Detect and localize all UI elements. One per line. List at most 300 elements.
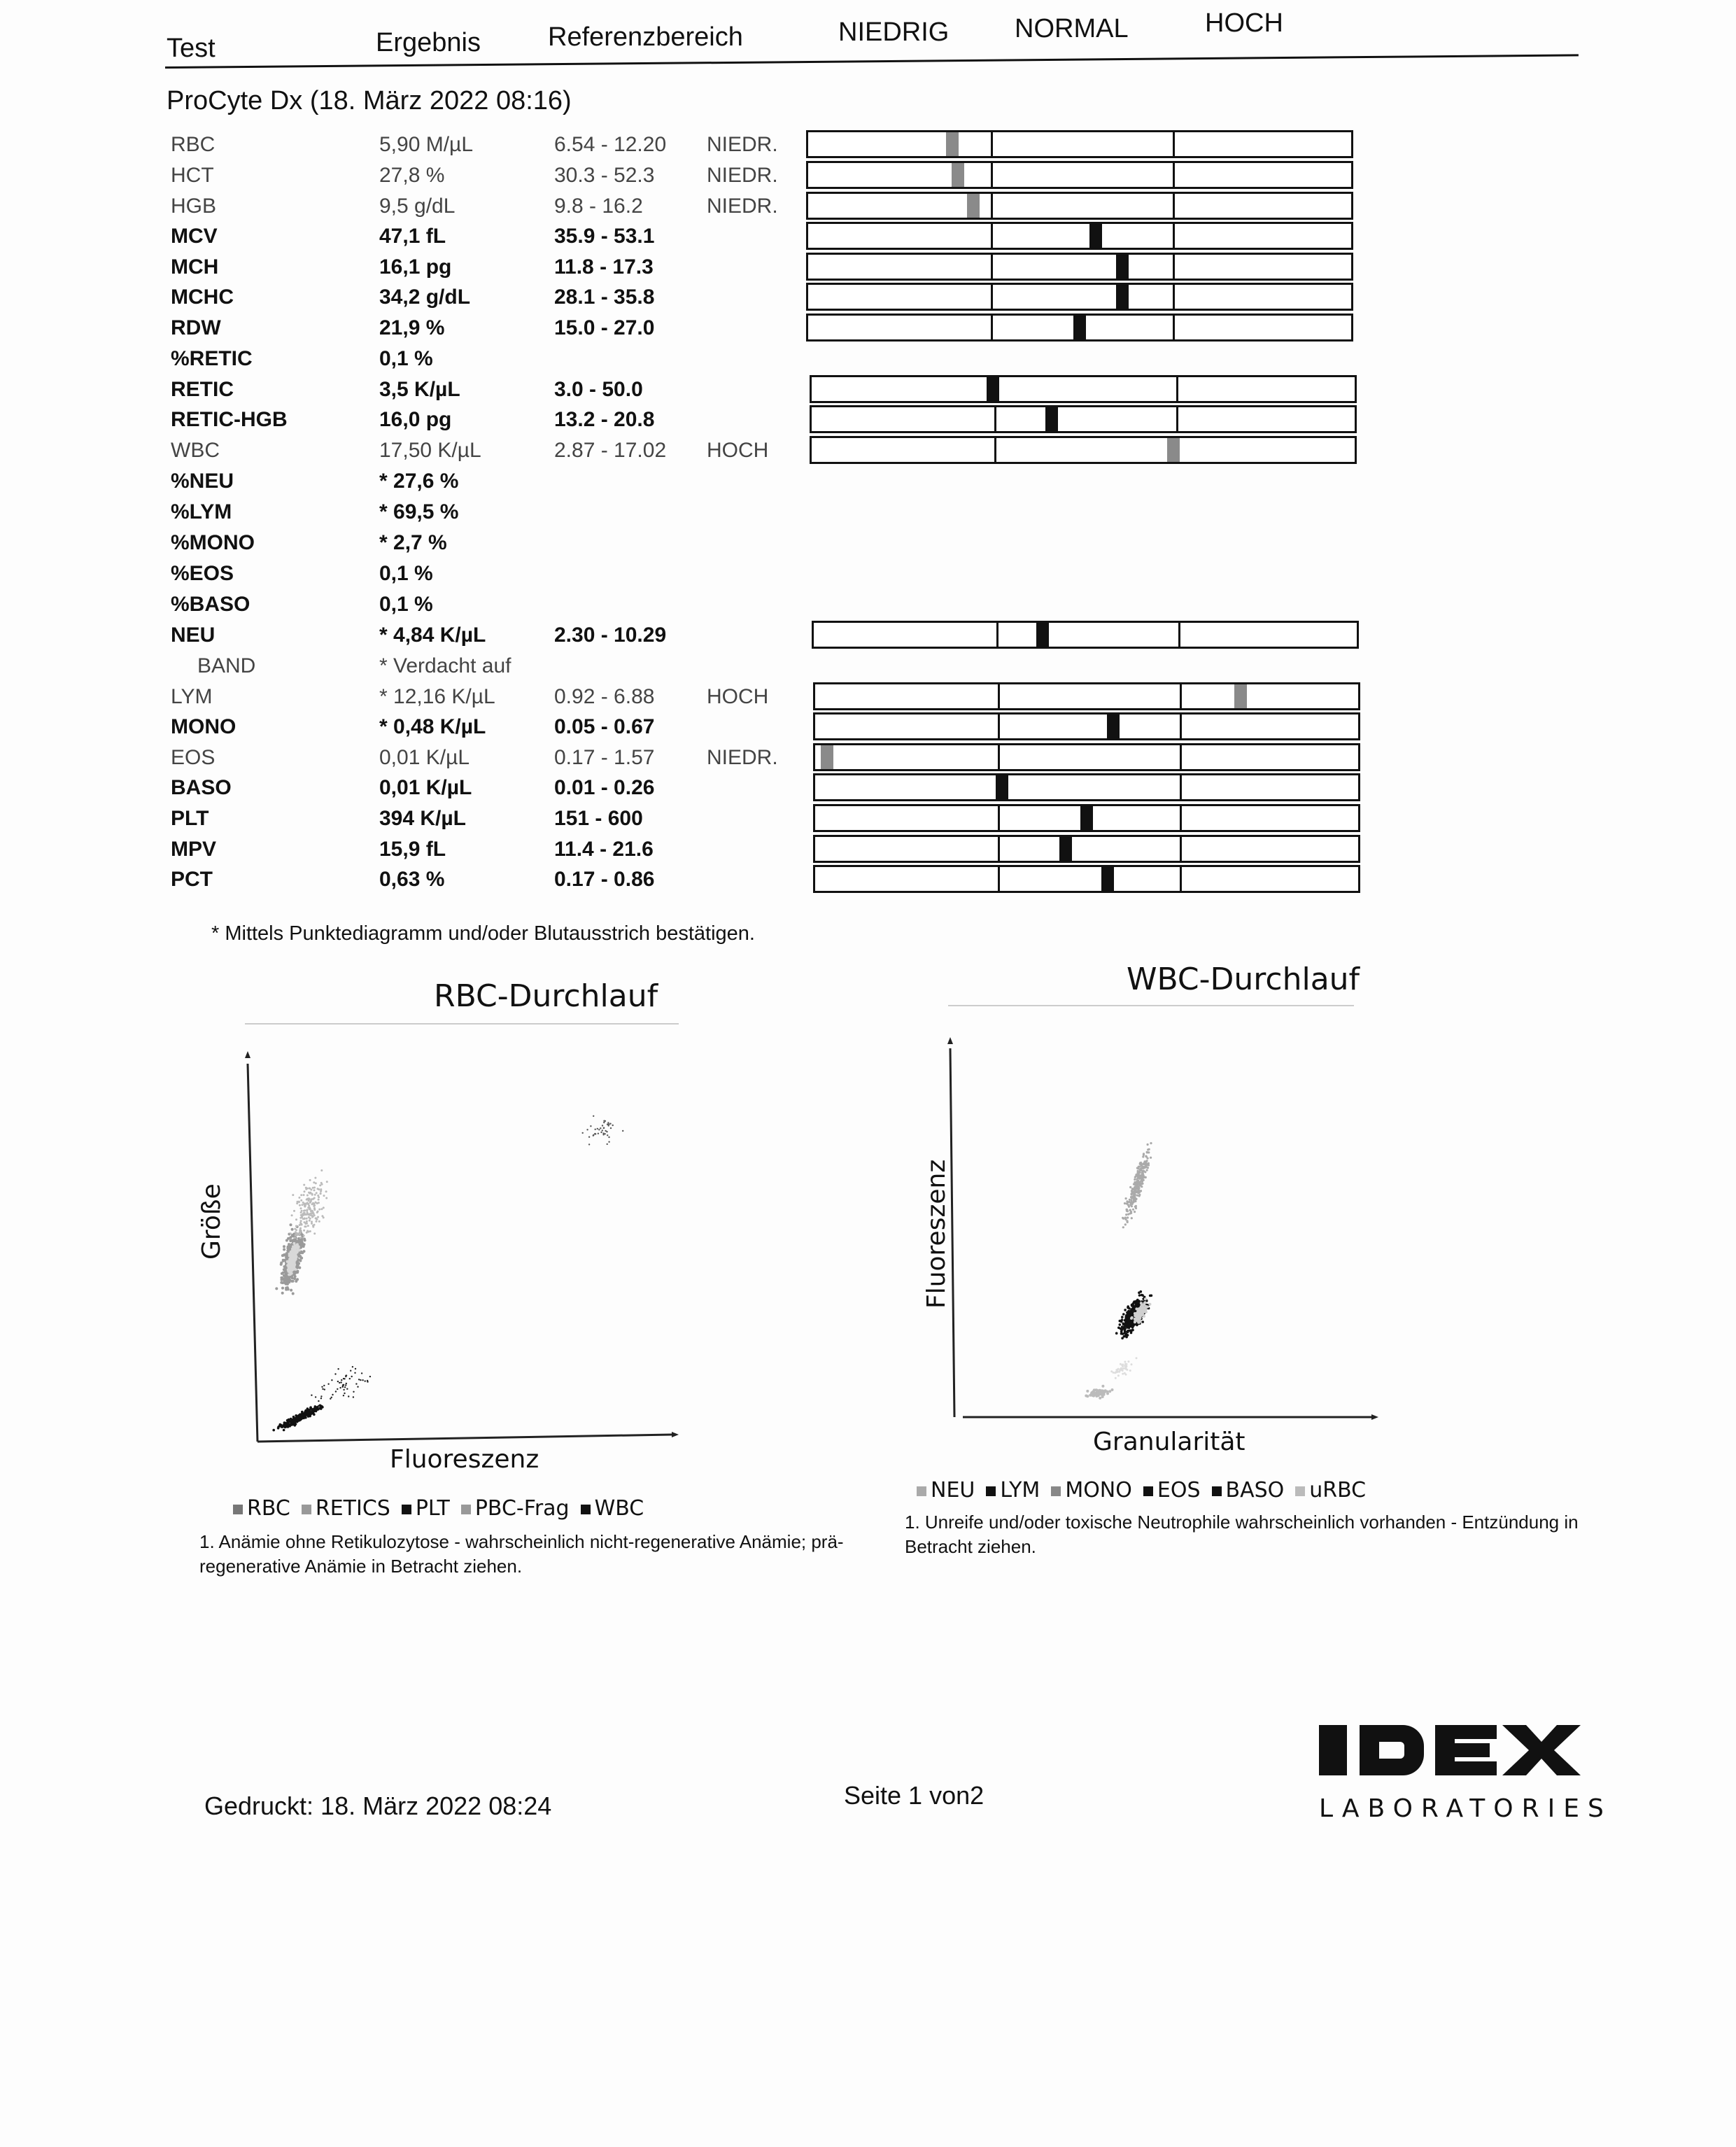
test-name: MCV xyxy=(171,225,218,248)
rbc-point xyxy=(290,1253,293,1256)
test-value: 17,50 K/µL xyxy=(379,439,481,462)
neu-point xyxy=(1126,1209,1128,1211)
legend-item xyxy=(302,1496,390,1521)
range-marker xyxy=(1080,806,1093,830)
pbc-frag-point xyxy=(339,1387,341,1388)
retic-point xyxy=(303,1234,305,1237)
neu-point xyxy=(1124,1202,1126,1204)
range-bar xyxy=(813,835,1360,863)
range-divider xyxy=(998,835,1000,863)
reference-range: 0.01 - 0.26 xyxy=(554,776,655,799)
range-divider xyxy=(998,804,1000,832)
legend-item xyxy=(581,1496,644,1521)
test-name: %LYM xyxy=(171,500,232,523)
reference-range: 0.17 - 0.86 xyxy=(554,868,655,891)
retic-point xyxy=(303,1184,305,1186)
test-name: HCT xyxy=(171,164,214,187)
test-name: LYM xyxy=(171,685,213,708)
lym-core-point xyxy=(1144,1297,1147,1300)
rbc-point xyxy=(304,1239,306,1241)
range-divider xyxy=(998,743,1000,771)
wbc-point xyxy=(597,1128,598,1129)
range-marker xyxy=(1116,255,1129,279)
test-name: RETIC xyxy=(171,378,234,401)
test-name: %EOS xyxy=(171,562,234,585)
pbc-frag-point xyxy=(344,1386,346,1388)
legend-swatch xyxy=(402,1505,411,1514)
neu-point xyxy=(1140,1162,1142,1164)
retic-point xyxy=(326,1181,328,1183)
pbc-frag-point xyxy=(320,1395,322,1397)
neu-point xyxy=(1132,1209,1134,1211)
pbc-frag-point xyxy=(357,1386,358,1388)
reference-range: 0.05 - 0.67 xyxy=(554,715,655,738)
rbc-point xyxy=(299,1240,302,1243)
range-marker xyxy=(1036,623,1049,647)
rbc-point xyxy=(291,1276,294,1279)
range-bar xyxy=(806,314,1353,342)
rbc-point xyxy=(292,1242,295,1245)
retic-point xyxy=(306,1188,309,1190)
pbc-frag-point xyxy=(331,1379,332,1381)
urbc-point xyxy=(1103,1391,1106,1394)
rbc-point xyxy=(293,1248,296,1251)
rbc-point xyxy=(288,1260,290,1262)
range-divider xyxy=(998,712,1000,740)
range-divider xyxy=(998,682,1000,710)
range-marker xyxy=(1107,715,1120,738)
rbc-point xyxy=(293,1271,296,1274)
rbc-x-arrow xyxy=(672,1432,679,1437)
wbc-point xyxy=(593,1115,594,1117)
retic-point xyxy=(300,1220,302,1222)
rbc-x-label: Fluoreszenz xyxy=(390,1445,539,1474)
plt-point xyxy=(288,1421,290,1423)
pbc-frag-point xyxy=(349,1378,351,1379)
retic-point xyxy=(294,1228,296,1230)
lym-point xyxy=(1138,1294,1141,1297)
neu-point xyxy=(1138,1174,1141,1176)
lym-core-point xyxy=(1138,1321,1141,1324)
lym-point xyxy=(1128,1316,1131,1319)
range-divider xyxy=(994,436,996,464)
lym-point xyxy=(1122,1323,1125,1326)
retic-point xyxy=(311,1194,313,1196)
legend-label: LYM xyxy=(1000,1478,1040,1502)
neu-point xyxy=(1142,1155,1144,1157)
rbc-y-arrow xyxy=(245,1051,250,1058)
mono-point xyxy=(1115,1371,1117,1373)
range-marker xyxy=(996,775,1008,799)
pbc-frag-point xyxy=(321,1386,323,1388)
rbc-point xyxy=(295,1280,297,1283)
reference-range: 151 - 600 xyxy=(554,807,643,830)
range-marker xyxy=(1167,438,1180,462)
plt-point xyxy=(290,1423,293,1426)
retic-point xyxy=(307,1225,309,1227)
neu-point xyxy=(1140,1164,1142,1166)
mono-point xyxy=(1122,1373,1124,1375)
rbc-point xyxy=(281,1292,284,1295)
test-value: * 2,7 % xyxy=(379,531,447,554)
retic-point xyxy=(318,1196,320,1198)
lym-point xyxy=(1121,1316,1124,1318)
test-name: PLT xyxy=(171,807,209,830)
plt-point xyxy=(304,1410,307,1413)
lym-point xyxy=(1121,1337,1124,1339)
plt-point xyxy=(272,1429,275,1432)
wbc-y-label: Fluoreszenz xyxy=(922,1159,951,1309)
plt-point xyxy=(300,1418,303,1421)
retic-point xyxy=(309,1230,311,1232)
pbc-frag-point xyxy=(318,1400,319,1402)
pbc-frag-point xyxy=(343,1389,344,1391)
wbc-point xyxy=(598,1133,599,1134)
lym-point xyxy=(1131,1326,1134,1329)
legend-item xyxy=(233,1496,290,1521)
retic-point xyxy=(296,1202,298,1204)
pbc-frag-point xyxy=(369,1376,371,1377)
retic-point xyxy=(313,1189,316,1191)
lym-point xyxy=(1149,1295,1152,1297)
test-value: 0,1 % xyxy=(379,562,433,585)
retic-point xyxy=(305,1203,307,1205)
range-divider xyxy=(996,621,998,649)
rbc-point xyxy=(291,1234,294,1237)
neu-point xyxy=(1126,1220,1128,1222)
rbc-chart-title: RBC-Durchlauf xyxy=(434,978,658,1014)
rbc-point xyxy=(300,1245,303,1248)
retic-point xyxy=(318,1209,320,1211)
lym-point xyxy=(1131,1308,1134,1311)
plt-point xyxy=(319,1407,322,1409)
wbc-point xyxy=(607,1124,608,1125)
range-bar xyxy=(813,773,1360,801)
wbc-legend xyxy=(917,1478,1377,1502)
lym-point xyxy=(1129,1322,1131,1325)
retic-point xyxy=(312,1187,314,1189)
plt-point xyxy=(292,1416,295,1419)
pbc-frag-point xyxy=(323,1385,325,1386)
mono-point xyxy=(1115,1377,1117,1379)
pbc-frag-point xyxy=(353,1391,354,1393)
test-name: BASO xyxy=(171,776,232,799)
pbc-frag-point xyxy=(330,1398,331,1400)
range-divider xyxy=(1180,743,1182,771)
range-divider xyxy=(991,253,993,281)
legend-swatch xyxy=(233,1505,243,1514)
neu-point xyxy=(1150,1157,1152,1159)
range-bar xyxy=(810,436,1357,464)
pbc-frag-point xyxy=(337,1388,338,1390)
reference-range: 28.1 - 35.8 xyxy=(554,286,655,309)
neu-point xyxy=(1124,1218,1127,1220)
neu-point xyxy=(1140,1180,1142,1182)
lym-point xyxy=(1119,1320,1122,1323)
rbc-point xyxy=(280,1281,283,1284)
rbc-point xyxy=(285,1287,288,1290)
range-marker xyxy=(1234,684,1247,708)
col-test: Test xyxy=(167,34,216,63)
lym-point xyxy=(1127,1311,1130,1314)
wbc-point xyxy=(588,1136,590,1138)
retic-point xyxy=(310,1189,312,1191)
lym-core-point xyxy=(1134,1314,1136,1317)
range-divider xyxy=(991,130,993,158)
retic-point xyxy=(294,1237,296,1239)
neu-point xyxy=(1135,1207,1137,1209)
reference-range: 2.30 - 10.29 xyxy=(554,624,667,647)
retic-point xyxy=(309,1220,311,1222)
urbc-point xyxy=(1111,1388,1114,1391)
rbc-point xyxy=(286,1281,289,1284)
lym-point xyxy=(1135,1305,1138,1308)
urbc-point xyxy=(1096,1389,1099,1392)
rbc-point xyxy=(283,1279,285,1281)
retic-point xyxy=(306,1218,308,1220)
rbc-point xyxy=(289,1236,292,1239)
neu-point xyxy=(1131,1201,1133,1203)
wbc-point xyxy=(603,1122,605,1123)
neu-point xyxy=(1134,1195,1136,1197)
pbc-frag-point xyxy=(318,1405,319,1407)
neu-point xyxy=(1146,1151,1148,1153)
lym-point xyxy=(1128,1314,1131,1316)
legend-item xyxy=(402,1496,450,1521)
mono-point xyxy=(1129,1370,1131,1372)
retic-point xyxy=(299,1204,301,1206)
retic-point xyxy=(316,1211,318,1213)
retic-point xyxy=(293,1210,295,1212)
neu-point xyxy=(1127,1216,1129,1218)
mono-point xyxy=(1131,1363,1133,1365)
test-value: * 0,48 K/µL xyxy=(379,715,486,738)
neu-point xyxy=(1146,1160,1148,1162)
page-number: Seite 1 von2 xyxy=(844,1781,985,1810)
legend-label: PLT xyxy=(415,1496,450,1521)
pbc-frag-point xyxy=(332,1394,333,1395)
test-value: 0,01 K/µL xyxy=(379,746,470,769)
test-value: * Verdacht auf xyxy=(379,654,511,677)
idexx-logo xyxy=(1319,1718,1613,1823)
neu-point xyxy=(1134,1178,1136,1181)
pbc-frag-point xyxy=(331,1397,332,1398)
range-divider xyxy=(1178,621,1180,649)
retic-point xyxy=(295,1225,297,1227)
legend-item xyxy=(1295,1478,1366,1502)
pbc-frag-point xyxy=(337,1368,339,1370)
range-bar xyxy=(813,804,1360,832)
rbc-axes xyxy=(248,1064,672,1442)
range-bar xyxy=(806,253,1353,281)
pbc-frag-point xyxy=(362,1379,363,1381)
neu-point xyxy=(1145,1155,1147,1157)
reference-range: 0.17 - 1.57 xyxy=(554,746,655,769)
pbc-frag-point xyxy=(350,1370,351,1372)
range-divider xyxy=(991,222,993,250)
lym-point xyxy=(1126,1326,1129,1329)
retic-point xyxy=(290,1232,292,1234)
range-divider xyxy=(1180,865,1182,893)
retic-point xyxy=(299,1232,301,1234)
urbc-point xyxy=(1097,1392,1100,1395)
retic-point xyxy=(320,1190,322,1192)
mono-point xyxy=(1127,1360,1129,1363)
retic-point xyxy=(309,1179,311,1181)
status-flag: HOCH xyxy=(707,685,769,708)
pbc-frag-point xyxy=(342,1386,344,1388)
urbc-point xyxy=(1108,1390,1111,1393)
lym-core-point xyxy=(1138,1316,1141,1319)
rbc-point xyxy=(297,1247,299,1250)
retic-point xyxy=(313,1181,315,1183)
pbc-frag-point xyxy=(346,1383,347,1384)
urbc-point xyxy=(1106,1392,1109,1395)
rbc-note: 1. Anämie ohne Retikulozytose - wahrscheinlich nicht-regenerative Anämie; prä-regenerative Anämie in Betracht ziehen. xyxy=(199,1531,844,1577)
retic-point xyxy=(300,1199,302,1202)
pbc-frag-point xyxy=(344,1393,345,1394)
section-title: ProCyte Dx (18. März 2022 08:16) xyxy=(167,86,572,115)
test-value: * 27,6 % xyxy=(379,470,459,493)
range-divider xyxy=(991,314,993,342)
legend-swatch xyxy=(1143,1486,1153,1496)
range-bar xyxy=(813,743,1360,771)
plt-point xyxy=(293,1418,296,1421)
range-marker xyxy=(952,163,964,187)
range-marker xyxy=(1089,224,1102,248)
reference-range: 6.54 - 12.20 xyxy=(554,133,667,156)
range-bar xyxy=(806,222,1353,250)
retic-point xyxy=(299,1224,301,1226)
plt-point xyxy=(313,1408,316,1411)
mono-point xyxy=(1122,1367,1124,1370)
range-divider xyxy=(991,283,993,311)
lym-point xyxy=(1124,1328,1127,1330)
lym-point xyxy=(1120,1330,1123,1333)
range-marker xyxy=(821,745,833,769)
range-marker xyxy=(1073,316,1086,339)
retic-point xyxy=(303,1230,305,1232)
mono-point xyxy=(1125,1368,1127,1370)
lym-point xyxy=(1130,1332,1133,1335)
wbc-point xyxy=(622,1130,623,1132)
legend-label: PBC-Frag xyxy=(474,1496,570,1521)
lym-core-point xyxy=(1148,1303,1151,1306)
neu-point xyxy=(1132,1188,1134,1190)
neu-point xyxy=(1131,1193,1133,1195)
neu-point xyxy=(1139,1185,1141,1187)
rbc-scatter-plot xyxy=(210,1050,686,1456)
range-marker xyxy=(1045,407,1058,431)
urbc-point xyxy=(1092,1395,1095,1398)
reference-range: 35.9 - 53.1 xyxy=(554,225,655,248)
retic-point xyxy=(291,1214,293,1216)
test-name: MCHC xyxy=(171,286,234,309)
range-divider xyxy=(1180,773,1182,801)
legend-item xyxy=(1212,1478,1285,1502)
reference-range: 0.92 - 6.88 xyxy=(554,685,655,708)
test-value: 27,8 % xyxy=(379,164,445,187)
retic-point xyxy=(304,1190,306,1192)
pbc-frag-point xyxy=(355,1368,356,1370)
retic-point xyxy=(299,1227,302,1230)
lym-point xyxy=(1122,1313,1125,1316)
pbc-frag-point xyxy=(343,1395,344,1396)
rbc-point xyxy=(290,1223,292,1226)
urbc-point xyxy=(1099,1397,1101,1400)
status-flag: NIEDR. xyxy=(707,195,778,218)
rbc-point xyxy=(289,1265,292,1268)
range-marker xyxy=(946,132,959,156)
pbc-frag-point xyxy=(340,1381,341,1383)
neu-point xyxy=(1136,1181,1138,1183)
pbc-frag-point xyxy=(320,1398,322,1399)
range-bar xyxy=(813,682,1360,710)
range-divider xyxy=(1180,712,1182,740)
col-low: NIEDRIG xyxy=(838,17,950,47)
retic-point xyxy=(310,1200,312,1202)
urbc-point xyxy=(1101,1385,1104,1388)
legend-label: BASO xyxy=(1225,1478,1285,1502)
retic-point xyxy=(317,1216,319,1218)
status-flag: NIEDR. xyxy=(707,746,778,769)
reference-range: 9.8 - 16.2 xyxy=(554,195,643,218)
urbc-point xyxy=(1086,1395,1089,1398)
lym-core-point xyxy=(1146,1305,1149,1308)
legend-swatch xyxy=(986,1486,996,1496)
lym-point xyxy=(1127,1331,1129,1334)
status-flag: HOCH xyxy=(707,439,769,462)
neu-point xyxy=(1143,1176,1145,1178)
status-flag: NIEDR. xyxy=(707,164,778,187)
retic-point xyxy=(301,1204,303,1206)
test-value: 16,1 pg xyxy=(379,255,452,279)
wbc-x-arrow xyxy=(1371,1414,1378,1420)
test-value: 47,1 fL xyxy=(379,225,446,248)
wbc-y-arrow xyxy=(947,1037,953,1044)
mono-point xyxy=(1115,1369,1117,1371)
reference-range: 3.0 - 50.0 xyxy=(554,378,643,401)
retic-point xyxy=(306,1195,309,1197)
neu-point xyxy=(1150,1142,1152,1144)
reference-range: 30.3 - 52.3 xyxy=(554,164,655,187)
range-bar xyxy=(812,621,1359,649)
mono-point xyxy=(1125,1366,1127,1368)
retic-point xyxy=(320,1188,322,1190)
retic-point xyxy=(313,1232,316,1234)
retic-point xyxy=(313,1197,316,1199)
pbc-frag-point xyxy=(322,1388,323,1390)
status-flag: NIEDR. xyxy=(707,133,778,156)
wbc-point xyxy=(608,1136,609,1138)
wbc-point xyxy=(605,1133,606,1134)
test-name: RBC xyxy=(171,133,216,156)
lym-point xyxy=(1133,1302,1136,1304)
retic-point xyxy=(307,1213,309,1216)
plt-point xyxy=(283,1421,286,1424)
rbc-point xyxy=(289,1239,292,1241)
pbc-frag-point xyxy=(358,1379,360,1380)
rbc-point xyxy=(283,1245,285,1248)
pbc-frag-point xyxy=(310,1409,311,1411)
col-normal: NORMAL xyxy=(1015,14,1129,43)
mono-point xyxy=(1126,1363,1128,1365)
rbc-point xyxy=(296,1243,299,1246)
neu-point xyxy=(1135,1198,1137,1200)
range-marker xyxy=(1116,285,1129,309)
plt-point xyxy=(283,1429,285,1432)
neu-point xyxy=(1122,1218,1124,1220)
